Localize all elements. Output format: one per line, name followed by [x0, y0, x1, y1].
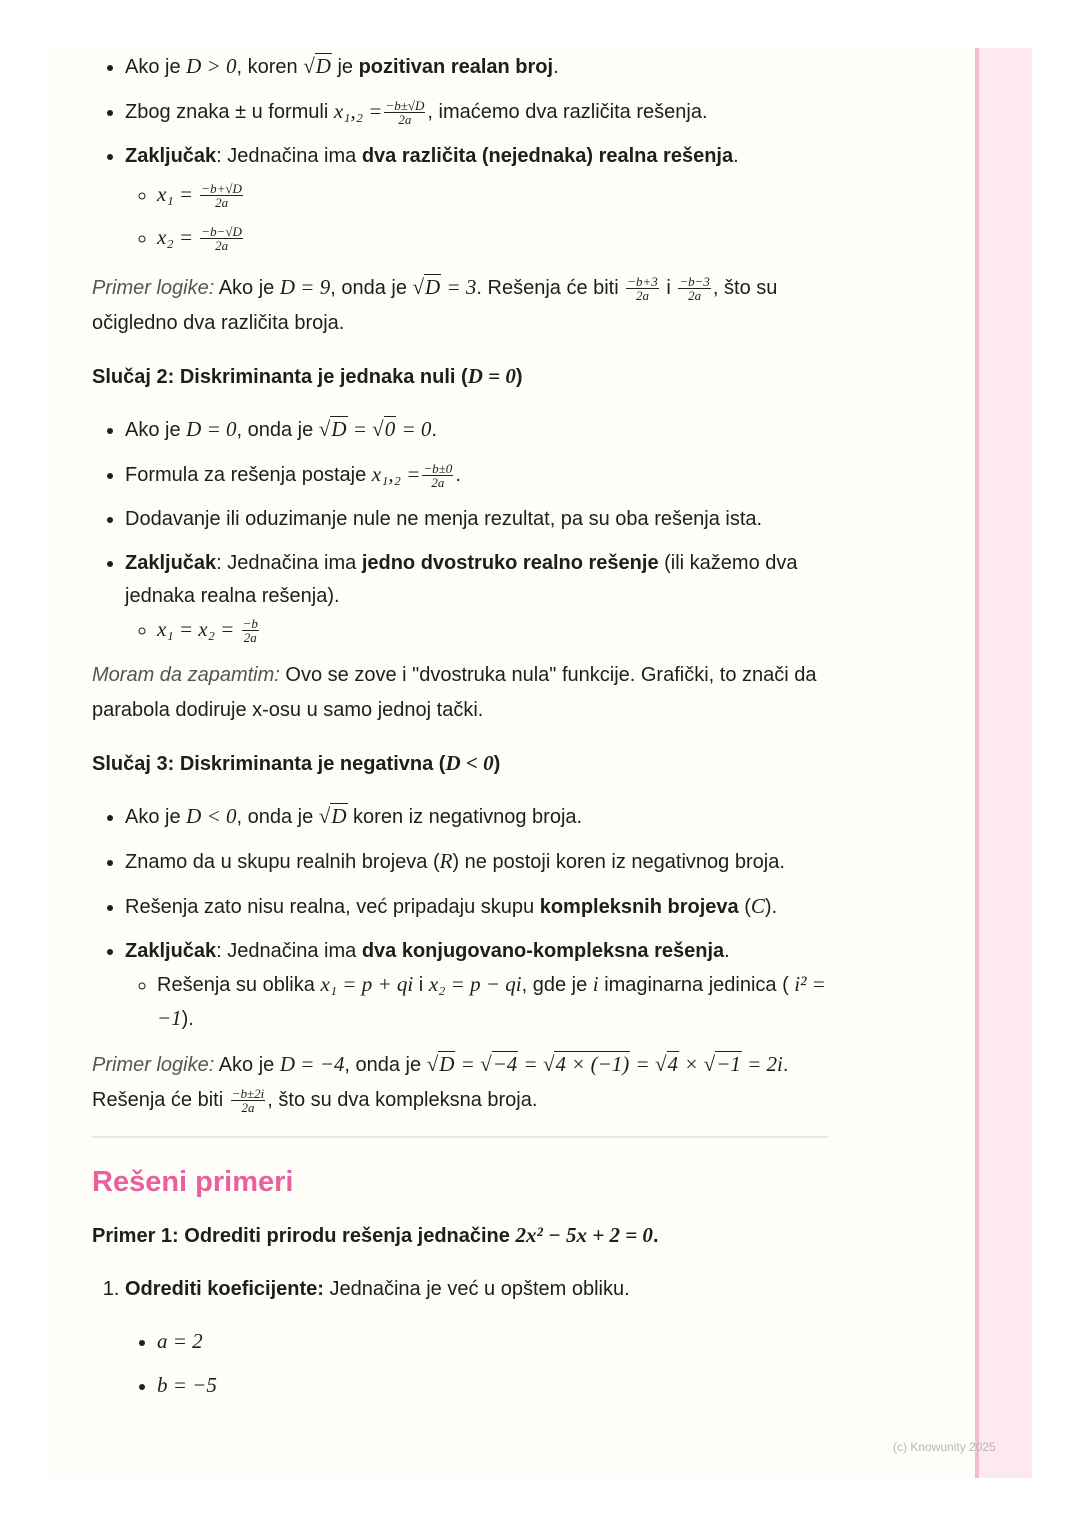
paragraph [92, 658, 828, 728]
text-run: , imaćemo dva različita rešenja. [427, 101, 708, 123]
numerator: −b±2i [231, 1086, 265, 1102]
fraction [200, 182, 243, 209]
text-run: Rešenja su oblika [157, 974, 321, 996]
bold-text: Primer 1: Odrediti prirodu rešenja jednačine [92, 1225, 516, 1247]
text-run: : Jednačina ima [216, 145, 362, 167]
list-item [125, 800, 828, 834]
math-expression: D < 0 [186, 804, 237, 828]
numerator: −b−√D [201, 224, 242, 240]
bold-text: Zaključak [125, 940, 217, 962]
math-expression: 2x² − 5x + 2 = 0 [515, 1223, 653, 1247]
math-expression: x₁ = x₂ = [157, 617, 240, 641]
sub-list-item [157, 613, 828, 647]
text-run: Ako je [125, 806, 187, 828]
sub-list [125, 613, 828, 647]
radical-sign: √ [654, 1052, 667, 1076]
math-expression: = [518, 1052, 543, 1076]
square-root [427, 1051, 456, 1076]
radical-sign: √ [303, 54, 315, 78]
text-run: , gde je [521, 974, 593, 996]
text-run: . [553, 56, 559, 78]
math-expression: = [455, 1052, 481, 1076]
bold-text: ) [493, 753, 501, 775]
text-run: Ako je [125, 56, 187, 78]
bold-text: Zaključak [125, 552, 217, 574]
text-run: , onda je [344, 1054, 427, 1076]
bold-text: dva konjugovano-kompleksna rešenja [361, 940, 725, 962]
bold-text: kompleksnih brojeva [539, 896, 739, 918]
bold-text: Odrediti koeficijente: [125, 1278, 324, 1300]
math-expression: R [439, 849, 453, 873]
bold-text: dva različita (nejednaka) realna rešenja [361, 145, 734, 167]
text-run: i [413, 974, 429, 996]
numerator: −b±0 [423, 461, 453, 477]
radical-sign: √ [703, 1052, 716, 1076]
text-run: . Rešenja će biti [92, 1054, 789, 1111]
list-item [125, 95, 828, 129]
radicand: D [331, 417, 347, 441]
paragraph [92, 270, 828, 341]
text-run: ). [764, 896, 778, 918]
bold-text: pozitivan realan broj [358, 56, 554, 78]
denominator: 2a [215, 195, 229, 211]
numerator: −b+√D [201, 181, 242, 197]
math-expression: D = −4 [279, 1052, 345, 1076]
text-run: , onda je [236, 806, 319, 828]
radical-sign: √ [372, 417, 384, 441]
bold-text: jedno dvostruko realno rešenje [361, 552, 659, 574]
numerator: −b±√D [385, 98, 425, 114]
text-run: Ako je [214, 277, 280, 299]
text-run: , što su dva kompleksna broja. [267, 1089, 538, 1111]
math-expression: a = 2 [157, 1329, 203, 1353]
radicand: D [439, 1052, 455, 1076]
denominator: 2a [431, 475, 445, 491]
square-root [655, 1051, 679, 1076]
bullet-list [92, 413, 828, 647]
sub-list-item [157, 1369, 828, 1403]
text-run: Rešeni primeri [92, 1166, 294, 1198]
list-item [125, 1272, 828, 1403]
document-content [92, 50, 828, 1421]
math-expression: × [679, 1052, 704, 1076]
math-expression: x₁ = [157, 182, 199, 206]
denominator: 2a [636, 288, 650, 304]
fraction [678, 275, 711, 302]
subheading [92, 359, 828, 395]
math-expression: b = −5 [157, 1373, 217, 1397]
radicand: 4 × (−1) [555, 1052, 630, 1076]
watermark: (c) Knowunity 2025 [893, 1440, 996, 1454]
text-run: Dodavanje ili oduzimanje nule ne menja rezultat, pa su oba rešenja ista. [125, 508, 763, 530]
text-run: . [733, 145, 739, 167]
text-run: , onda je [330, 277, 413, 299]
list-item [125, 890, 828, 924]
denominator: 2a [241, 1100, 255, 1116]
fraction [422, 462, 453, 489]
square-root [480, 1051, 518, 1076]
radical-sign: √ [426, 1052, 439, 1076]
radicand: −4 [492, 1052, 518, 1076]
subheading [92, 746, 828, 782]
fraction [242, 617, 259, 644]
denominator: 2a [398, 112, 412, 128]
math-expression: D = 0 [467, 364, 516, 388]
radicand: −1 [716, 1052, 741, 1076]
text-run: koren iz negativnog broja. [347, 806, 583, 828]
sub-list-item [157, 968, 828, 1036]
list-item [125, 503, 828, 536]
text-run: Jednačina je već u opštem obliku. [323, 1278, 630, 1300]
radical-sign: √ [480, 1052, 492, 1076]
math-expression: D > 0 [186, 54, 237, 78]
numerator: −b [242, 616, 258, 632]
text-run: ) ne postoji koren iz negativnog broja. [452, 851, 785, 873]
bullet-list [92, 800, 828, 1036]
math-expression: x₂ = p − qi [428, 972, 522, 996]
numbered-list [92, 1272, 828, 1403]
math-expression: C [750, 894, 765, 918]
sub-list [125, 1325, 828, 1403]
math-expression: D = 9 [279, 275, 331, 299]
radical-sign: √ [412, 275, 425, 299]
text-run: . [724, 940, 730, 962]
fraction [231, 1087, 266, 1114]
math-expression: i² = −1 [157, 972, 826, 1030]
radicand: D [331, 804, 347, 828]
square-root [543, 1051, 630, 1076]
list-item [125, 413, 828, 447]
numerator: −b−3 [679, 274, 710, 290]
sub-list [125, 173, 828, 259]
denominator: 2a [215, 238, 229, 254]
text-run: ). [181, 1008, 194, 1030]
math-expression: D < 0 [445, 751, 494, 775]
math-expression: = 3 [441, 275, 477, 299]
math-expression: i [592, 972, 599, 996]
text-run: i [660, 277, 677, 299]
math-expression: D = 0 [186, 417, 237, 441]
square-root [319, 803, 348, 828]
denominator: 2a [243, 630, 257, 646]
section-heading [92, 1158, 828, 1206]
text-run: Ovo se zove i "dvostruka nula" funkcije. Grafički, to znači da parabola dodiruje x-osu u samo jednoj tački. [92, 664, 817, 721]
denominator: 2a [688, 288, 702, 304]
text-run: . Rešenja će biti [476, 277, 625, 299]
list-item [125, 845, 828, 879]
text-run: je [331, 56, 359, 78]
text-run: imaginarna jedinica ( [598, 974, 795, 996]
paragraph [92, 1047, 828, 1118]
bullet-list [92, 50, 828, 259]
radicand: D [425, 275, 441, 299]
radical-sign: √ [318, 417, 331, 441]
bold-text: Zaključak [125, 145, 217, 167]
math-expression: x₂ = [157, 225, 199, 249]
text-run: Formula za rešenja postaje [125, 464, 372, 486]
text-run: . [455, 464, 461, 486]
math-expression: x₁,₂ = [333, 99, 383, 123]
list-item [125, 140, 828, 259]
bold-text: . [652, 1225, 659, 1247]
text-run: Rešenja zato nisu realna, već pripadaju skupu [125, 896, 540, 918]
divider [92, 1136, 828, 1138]
text-run: . [431, 419, 437, 441]
square-root [372, 416, 396, 441]
math-expression: = [347, 417, 373, 441]
text-run: , onda je [236, 419, 319, 441]
subheading [92, 1218, 828, 1254]
numerator: −b+3 [627, 274, 658, 290]
sub-list-item [157, 173, 828, 216]
text-run: ( [738, 896, 751, 918]
list-item [125, 935, 828, 1036]
text-run: Zbog znaka ± u formuli [125, 101, 334, 123]
math-expression: x₁ = p + qi [320, 972, 414, 996]
sub-list-item [157, 1325, 828, 1359]
text-run: : Jednačina ima [216, 940, 362, 962]
bold-text: Slučaj 3: Diskriminanta je negativna ( [92, 753, 446, 775]
sub-list [125, 968, 828, 1036]
text-run: : Jednačina ima [216, 552, 362, 574]
text-run: Ako je [214, 1054, 280, 1076]
radicand: 0 [384, 417, 396, 441]
square-root [413, 274, 442, 299]
radical-sign: √ [542, 1052, 555, 1076]
fraction [626, 275, 659, 302]
fraction [200, 225, 243, 252]
text-run: (ili kažemo dva jednaka realna rešenja). [125, 552, 798, 607]
bold-text: Slučaj 2: Diskriminanta je jednaka nuli ( [92, 366, 468, 388]
sub-list-item [157, 216, 828, 259]
math-expression: = 2i [741, 1052, 783, 1076]
list-item [125, 547, 828, 647]
list-item [125, 458, 828, 492]
square-root [303, 53, 332, 78]
text-run: Znamo da u skupu realnih brojeva ( [125, 851, 440, 873]
math-expression: = 0 [396, 417, 432, 441]
fraction [384, 99, 425, 126]
text-run: Ako je [125, 419, 187, 441]
radicand: D [315, 54, 331, 78]
italic-label: Primer logike: [92, 277, 215, 299]
radical-sign: √ [318, 804, 331, 828]
radicand: 4 [667, 1052, 678, 1076]
text-run: , što su očigledno dva različita broja. [92, 277, 778, 334]
math-expression: = [630, 1052, 655, 1076]
bold-text: ) [515, 366, 523, 388]
square-root [319, 416, 348, 441]
italic-label: Primer logike: [92, 1054, 215, 1076]
math-expression: x₁,₂ = [371, 462, 421, 486]
text-run: , koren [236, 56, 304, 78]
square-root [704, 1051, 742, 1076]
list-item [125, 50, 828, 84]
italic-label: Moram da zapamtim: [92, 664, 280, 686]
margin-strip [975, 48, 1032, 1478]
